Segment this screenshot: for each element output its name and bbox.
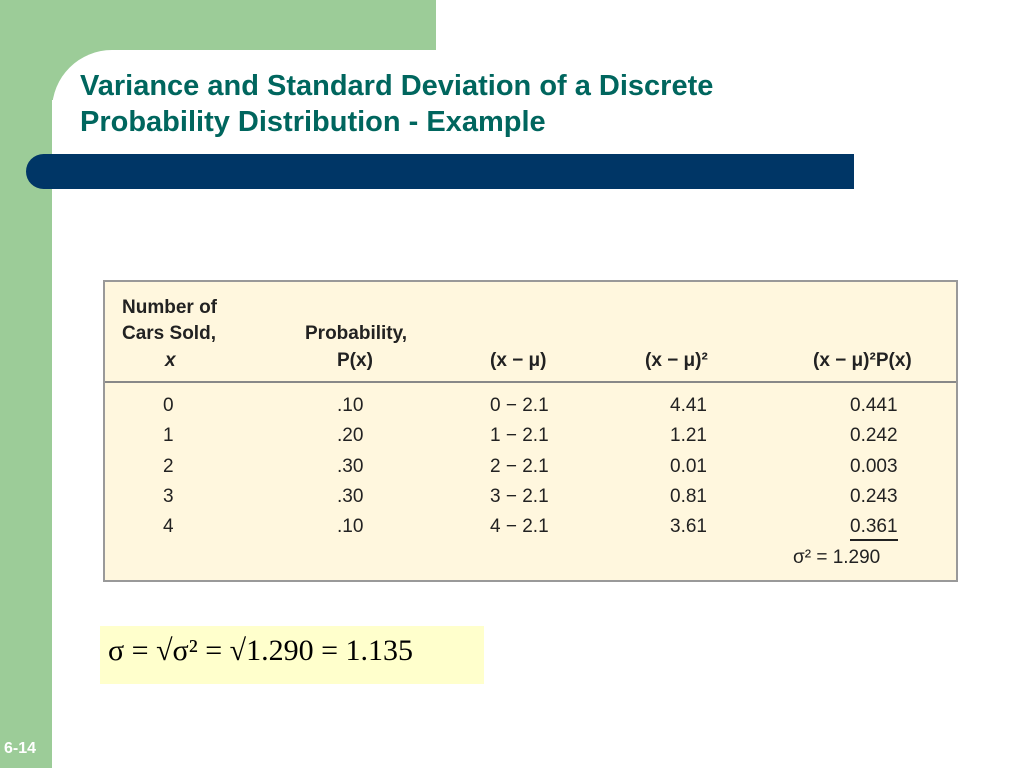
header-cars-line2: Cars Sold,	[122, 323, 216, 344]
std-dev-formula: σ = √σ² = √1.290 = 1.135	[108, 634, 414, 667]
header-cars-line1: Number of	[122, 297, 217, 318]
header-x-symbol: x	[165, 350, 176, 371]
cell-deviation-squared: 1.21	[670, 425, 707, 446]
cell-probability: .20	[337, 425, 364, 446]
cell-x: 2	[163, 456, 174, 477]
header-deviation: (x − μ)	[490, 350, 547, 371]
cell-deviation-squared: 3.61	[670, 516, 707, 537]
cell-weighted: 0.361	[850, 515, 898, 541]
left-green-band	[0, 0, 52, 768]
slide-title	[80, 68, 980, 140]
cell-x: 0	[163, 395, 174, 416]
cell-deviation: 4 − 2.1	[490, 516, 549, 537]
cell-probability: .30	[337, 486, 364, 507]
cell-probability: .10	[337, 395, 364, 416]
variance-total: σ² = 1.290	[793, 547, 881, 568]
header-prob-line1: Probability,	[305, 323, 408, 344]
header-cars-line3	[165, 348, 176, 374]
cell-deviation-squared: 4.41	[670, 395, 707, 416]
cell-probability: .10	[337, 516, 364, 537]
cell-deviation: 0 − 2.1	[490, 395, 549, 416]
cell-deviation: 3 − 2.1	[490, 486, 549, 507]
title-underline-bar	[26, 154, 854, 189]
header-rule	[105, 381, 956, 383]
title-line-1: Variance and Standard Deviation of a Discrete	[80, 70, 714, 102]
cell-deviation: 2 − 2.1	[490, 456, 549, 477]
header-prob-line2: P(x)	[337, 350, 373, 371]
cell-deviation-squared: 0.01	[670, 456, 707, 477]
std-dev-formula-box	[100, 626, 484, 684]
cell-deviation: 1 − 2.1	[490, 425, 549, 446]
cell-probability: .30	[337, 456, 364, 477]
cell-deviation-squared: 0.81	[670, 486, 707, 507]
cell-weighted: 0.441	[850, 395, 898, 416]
cell-weighted: 0.243	[850, 486, 898, 507]
header-deviation-squared: (x − μ)²	[645, 350, 708, 371]
slide-number: 6-14	[4, 740, 37, 757]
cell-x: 4	[163, 516, 174, 537]
cell-x: 1	[163, 425, 174, 446]
header-weighted-deviation: (x − μ)²P(x)	[813, 350, 912, 371]
title-line-2: Probability Distribution - Example	[80, 106, 546, 138]
cell-x: 3	[163, 486, 174, 507]
cell-weighted: 0.003	[850, 456, 898, 477]
distribution-table	[103, 280, 958, 582]
cell-weighted: 0.242	[850, 425, 898, 446]
